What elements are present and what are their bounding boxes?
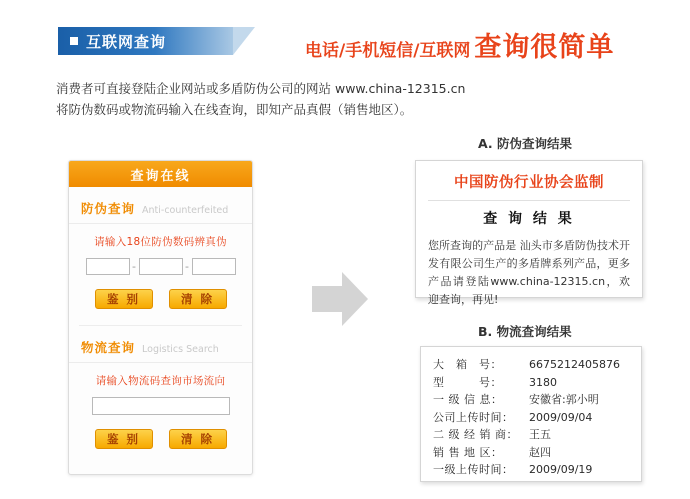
table-row [433,444,629,462]
result-a-label: A. 防伪查询结果 [478,136,573,151]
row-key: 销 售 地 区： [433,445,503,459]
anti-counterfeit-code-input-3[interactable] [192,258,236,275]
arrow-shaft [312,286,342,312]
logistics-verify-button[interactable]: 鉴 别 [95,429,153,449]
row-key: 一级上传时间： [433,463,514,476]
result-a-card [415,160,643,306]
row-value: 3180 [529,375,557,389]
result-b-card [420,346,642,482]
row-key: 大 箱 号： [433,358,502,371]
logistics-button-row [69,429,252,449]
result-a-title: 查 询 结 果 [483,211,575,227]
headline-big-text: 查询很简单 [474,32,615,63]
panel-title: 查询在线 [69,161,252,187]
anti-counterfeit-input-row [69,258,252,275]
result-a-body: 您所查询的产品是 汕头市多盾防伪技术开发有限公司生产的多盾牌系列产品，更多产品请登陆www.china-12315.cn，欢迎查询，再见! [428,239,630,306]
anti-counterfeit-verify-button[interactable]: 鉴 别 [95,289,153,309]
header-tab-label: 互联网查询 [86,32,167,51]
logistics-title-en: Logistics Search [142,344,219,355]
anti-counterfeit-title-cn: 防伪查询 [81,201,136,216]
logistics-code-input[interactable] [92,397,230,415]
logistics-title-cn: 物流查询 [81,340,136,355]
row-value: 6675212405876 [529,358,620,371]
row-value: 赵四 [529,445,551,459]
input-separator-2: - [185,260,189,273]
anti-counterfeit-prompt: 请输入18位防伪数码辨真伪 [94,236,227,248]
result-a-divider [428,200,630,201]
anti-counterfeit-title-en: Anti-counterfeited [142,205,229,216]
row-value: 2009/09/04 [529,410,593,424]
table-row [433,374,629,392]
logistics-clear-button[interactable]: 清 除 [169,429,227,449]
row-value: 2009/09/19 [529,463,593,476]
result-a-organization: 中国防伪行业协会监制 [454,175,604,191]
row-key: 一 级 信 息： [433,393,503,406]
headline-small-text: 电话/手机短信/互联网 [305,41,471,61]
arrow-right-icon [312,272,368,326]
logistics-section-header [69,338,252,363]
square-bullet-icon [70,37,78,45]
logistics-prompt: 请输入物流码查询市场流向 [95,375,226,387]
row-value: 王五 [529,428,551,441]
row-key: 型 号： [433,375,502,389]
anti-counterfeit-clear-button[interactable]: 清 除 [169,289,227,309]
row-key: 二 级 经 销 商： [433,428,518,441]
intro-text [56,78,656,120]
arrow-head [342,272,368,326]
header-tab [58,27,233,55]
table-row [433,356,629,374]
header-headline [305,25,614,64]
result-b-label: B. 物流查询结果 [478,324,572,339]
panel-divider [79,325,242,326]
header-tab-tail-decoration [233,27,255,55]
anti-counterfeit-section-header [69,199,252,224]
intro-line-1: 消费者可直接登陆企业网站或多盾防伪公司的网站 www.china-12315.cn [56,81,466,96]
intro-line-2: 将防伪数码或物流码输入在线查询，即知产品真假（销售地区）。 [56,102,413,117]
input-separator-1: - [132,260,136,273]
page-header [0,0,690,66]
anti-counterfeit-code-input-1[interactable] [86,258,130,275]
anti-counterfeit-code-input-2[interactable] [139,258,183,275]
row-value: 安徽省:郭小明 [529,393,599,406]
panel-body [69,199,252,449]
table-row [433,426,629,444]
table-row [433,461,629,479]
anti-counterfeit-button-row [69,289,252,309]
table-row [433,409,629,427]
table-row [433,391,629,409]
row-key: 公司上传时间： [433,410,514,424]
query-panel [68,160,253,475]
